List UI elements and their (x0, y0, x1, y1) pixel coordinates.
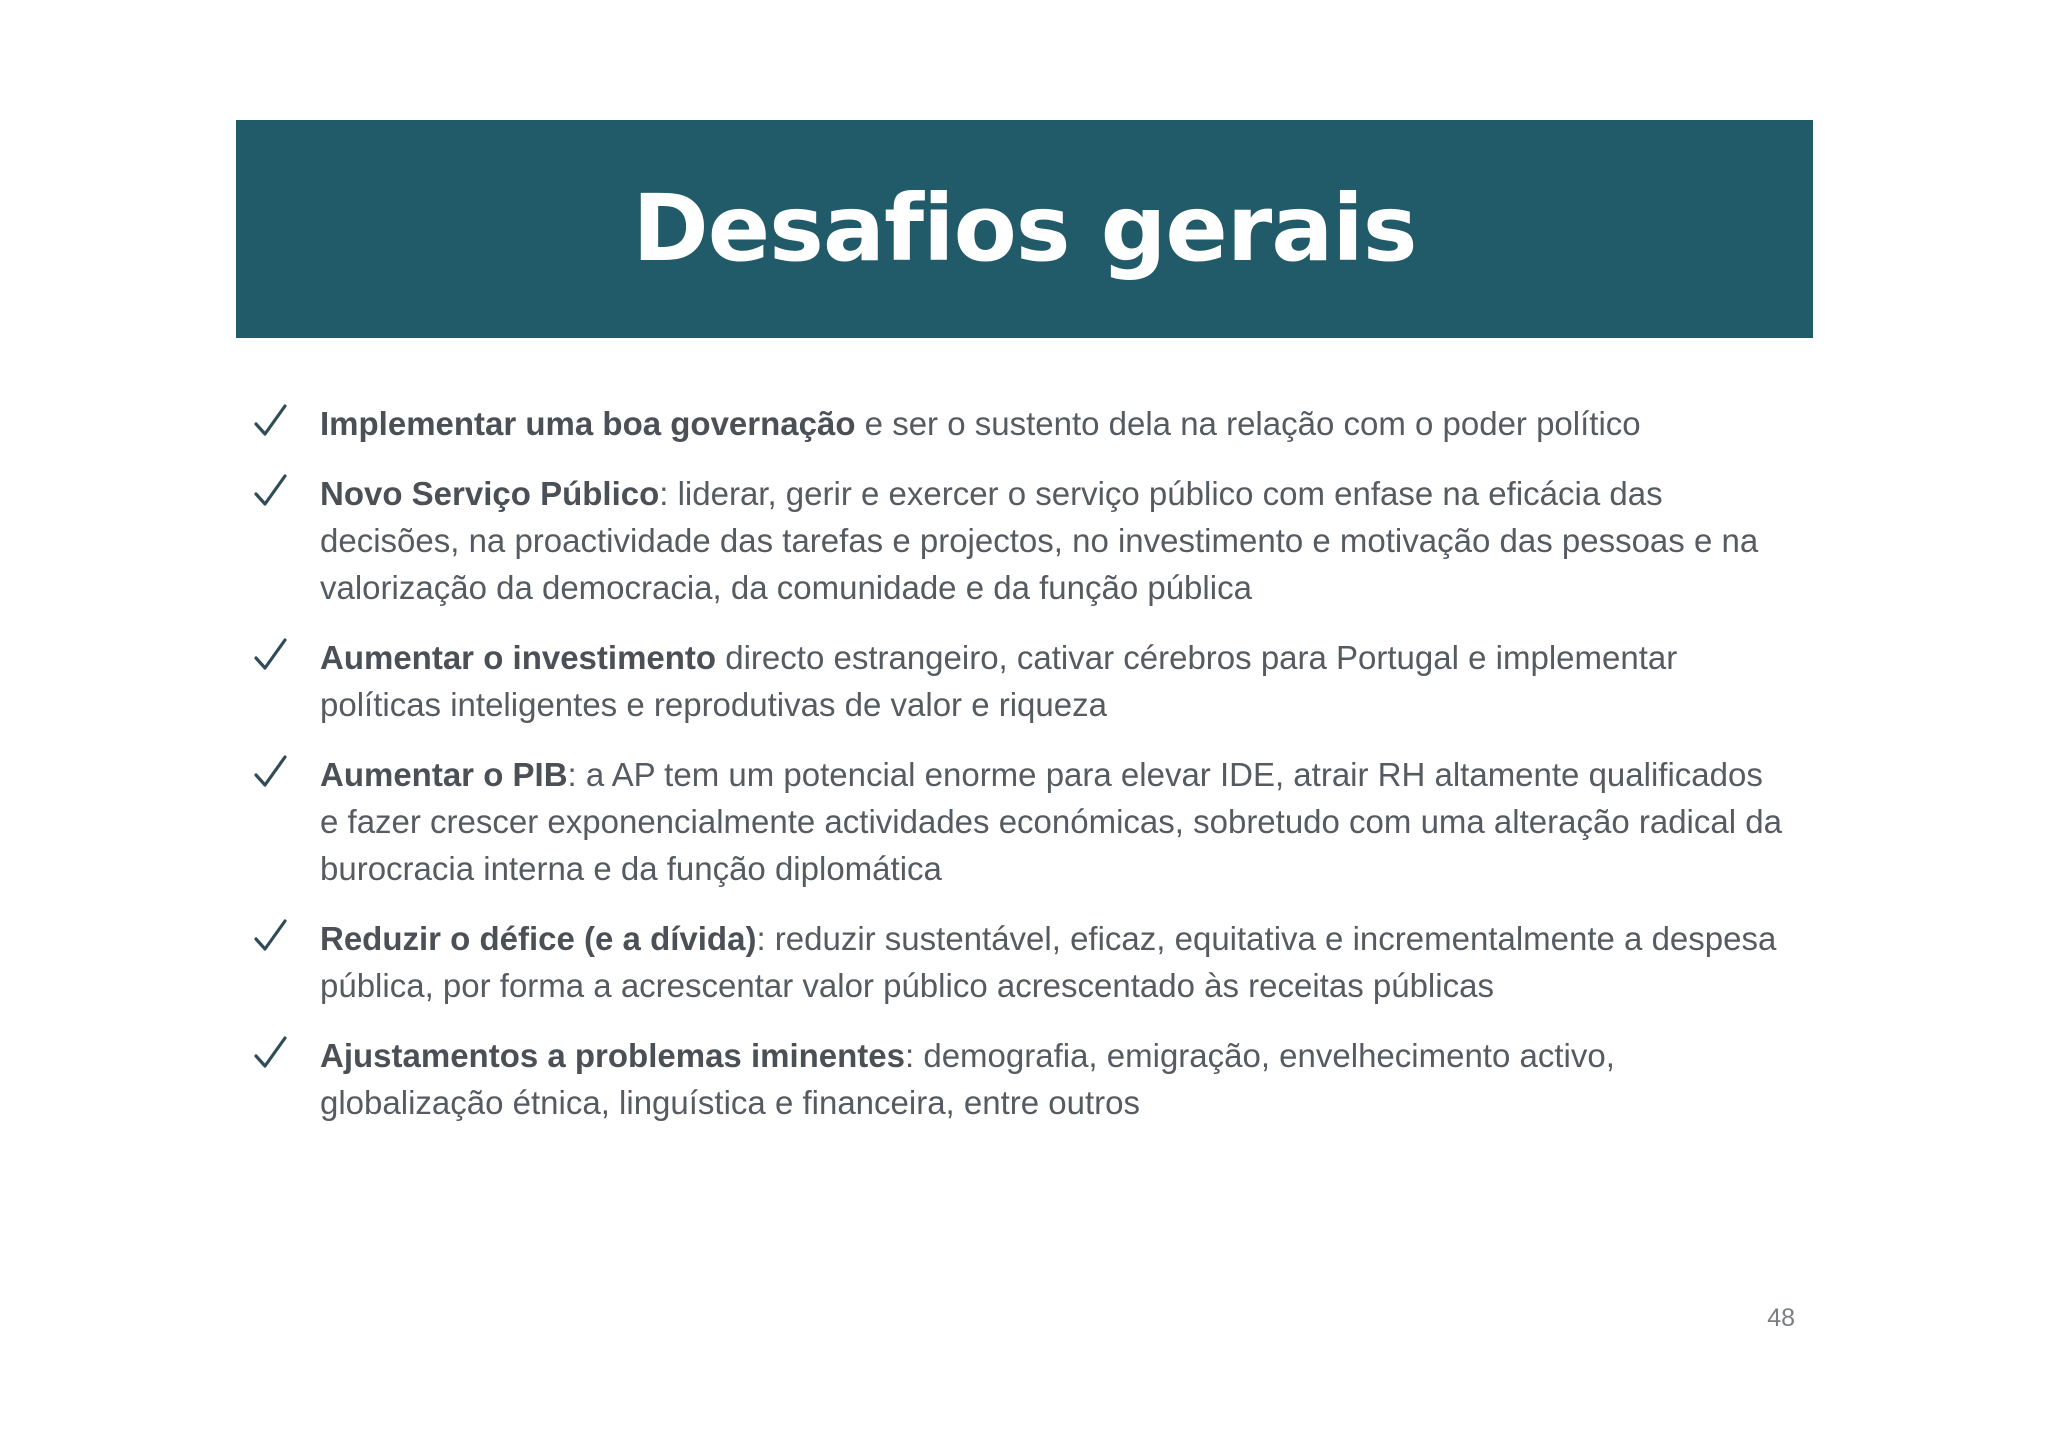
bullet-text: directo estrangeiro, cativar cérebros para Portugal e implementar políticas inteligentes e reprodutivas de valor e riqueza (320, 639, 1678, 723)
bullet-item (248, 470, 1788, 611)
bullet-text: : reduzir sustentável, eficaz, equitativa e incrementalmente a despesa pública, por forma a acrescentar valor público acrescentado às receitas públicas (320, 920, 1777, 1004)
bullet-bold-text: Reduzir o défice (e a dívida) (320, 920, 757, 957)
title-bar (236, 120, 1813, 338)
bullet-item (248, 634, 1788, 728)
bullet-item (248, 751, 1788, 892)
bullet-bold-text: Aumentar o investimento (320, 639, 717, 676)
bullet-text: : demografia, emigração, envelhecimento activo, globalização étnica, linguística e financeira, entre outros (320, 1037, 1615, 1121)
bullet-text: : liderar, gerir e exercer o serviço público com enfase na eficácia das decisões, na proactividade das tarefas e projectos, no investimento e motivação das pessoas e na valorização da democracia, da comunidade e da função pública (320, 475, 1759, 606)
bullet-text: : a AP tem um potencial enorme para elevar IDE, atrair RH altamente qualificados e fazer crescer exponencialmente actividades económicas, sobretudo com uma alteração radical da burocracia interna e da função diplomática (320, 756, 1782, 887)
checkmark-icon (254, 636, 288, 676)
checkmark-icon (254, 1034, 288, 1074)
bullet-item (248, 400, 1788, 447)
checkmark-icon (254, 917, 288, 957)
checkmark-icon (254, 753, 288, 793)
bullet-bold-text: Aumentar o PIB (320, 756, 568, 793)
bullet-bold-text: Novo Serviço Público (320, 475, 660, 512)
slide-title: Desafios gerais (632, 175, 1417, 282)
page-number: 48 (1767, 1304, 1795, 1332)
bullet-item (248, 1032, 1788, 1126)
bullet-list (248, 400, 1788, 1149)
checkmark-icon (254, 472, 288, 512)
checkmark-icon (254, 402, 288, 442)
bullet-bold-text: Implementar uma boa governação (320, 405, 856, 442)
bullet-text: e ser o sustento dela na relação com o poder político (855, 405, 1641, 442)
bullet-item (248, 915, 1788, 1009)
bullet-bold-text: Ajustamentos a problemas iminentes (320, 1037, 905, 1074)
